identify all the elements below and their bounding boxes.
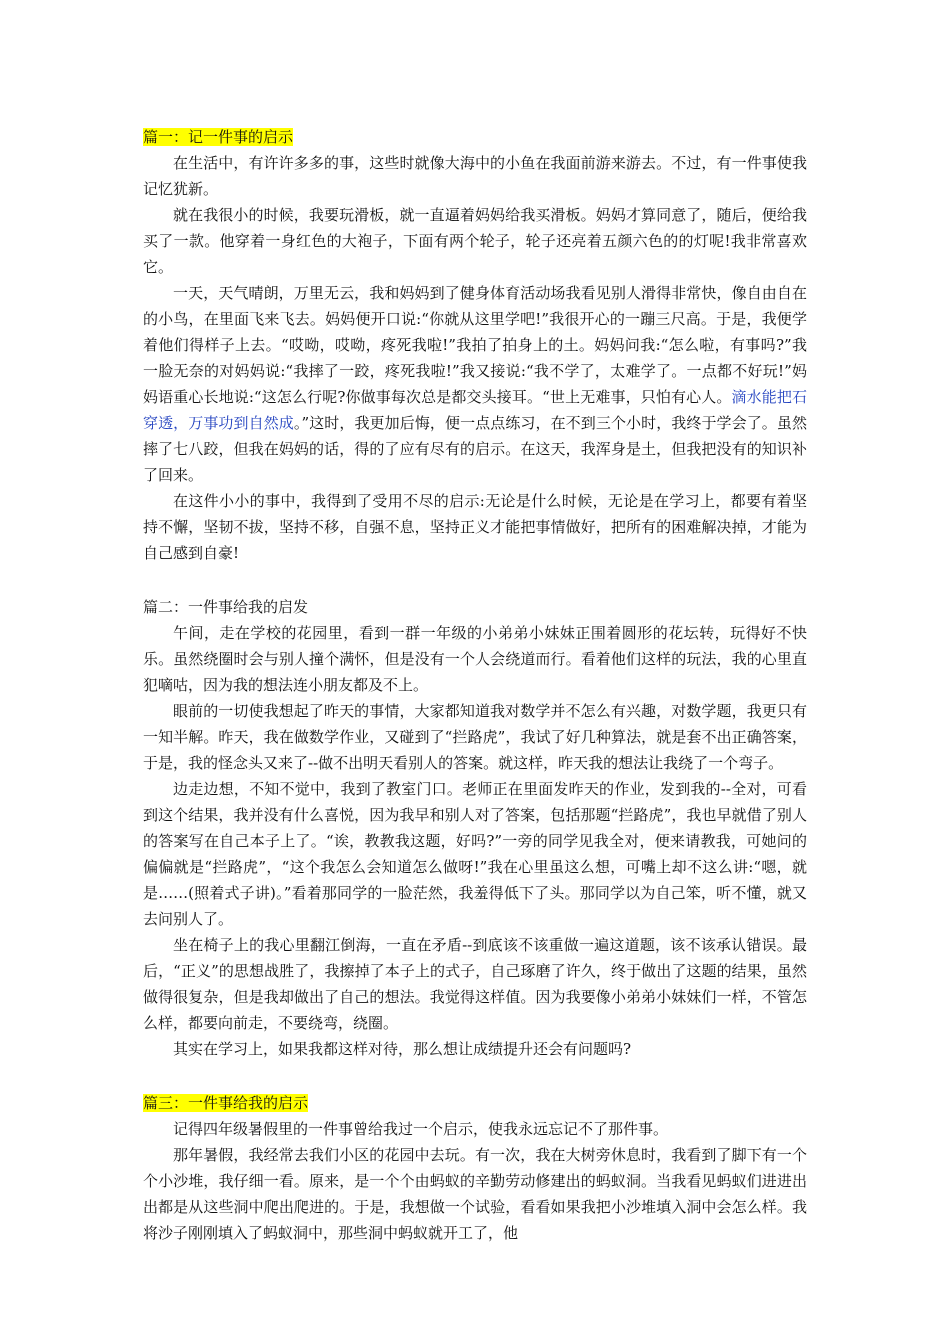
blue-quote-text: 滴水能把石穿透，万事功到自然成 [143,388,807,432]
section-1 [143,124,807,566]
section-2 [143,594,807,1062]
title-highlight: 篇三：一件事给我的启示 [143,1094,309,1112]
paragraph: 眼前的一切使我想起了昨天的事情，大家都知道我对数学并不怎么有兴趣，对数学题，我更只有一知半解。昨天，我在做数学作业，又碰到了“拦路虎”，我试了好几种算法，就是套不出正确答案，于是，我的怪念头又来了--做不出明天看别人的答案。就这样，昨天我的想法让我绕了一个弯子。 [143,702,807,772]
paragraph-text: 。”这时，我更加后悔，便一点点练习，在不到三个小时，我终于学会了。虽然摔了七八跤，但我在妈妈的话，得的了应有尽有的启示。在这天，我浑身是土，但我把没有的知识补了回来。 [143,414,807,484]
section-title: 篇二：一件事给我的启发 [143,598,309,616]
paragraph: 在这件小小的事中，我得到了受用不尽的启示:无论是什么时候，无论是在学习上，都要有着坚持不懈，坚韧不拔，坚持不移，自强不息，坚持正义才能把事情做好，把所有的困难解决掉，才能为自己感到自豪! [143,492,807,562]
paragraph: 坐在椅子上的我心里翻江倒海，一直在矛盾--到底该不该重做一遍这道题，该不该承认错误。最后，“正义”的思想战胜了，我擦掉了本子上的式子，自己琢磨了许久，终于做出了这题的结果，虽然做得很复杂，但是我却做出了自己的想法。我觉得这样值。因为我要像小弟弟小妹妹们一样，不管怎么样，都要向前走，不要绕弯，绕圈。 [143,936,807,1032]
paragraph: 其实在学习上，如果我都这样对待，那么想让成绩提升还会有问题吗? [173,1040,632,1058]
paragraph-text: 一天，天气晴朗，万里无云，我和妈妈到了健身体育活动场我看见别人滑得非常快，像自由自在的小鸟，在里面飞来飞去。妈妈便开口说:“你就从这里学吧!”我很开心的一蹦三尺高。于是，我便学着他们得样子上去。“哎呦，哎呦，疼死我啦!”我拍了拍身上的土。妈妈问我:“怎么啦，有事吗?”我一脸无奈的对妈妈说:“我摔了一跤，疼死我啦!”我又接说:“我不学了，太难学了。一点都不好玩!”妈妈语重心长地说:“这怎么行呢?你做事每次总是都交头接耳。“世上无难事，只怕有心人。 [143,284,807,406]
paragraph: 那年暑假，我经常去我们小区的花园中去玩。有一次，我在大树旁休息时，我看到了脚下有一个个小沙堆，我仔细一看。原来，是一个个由蚂蚁的辛勤劳动修建出的蚂蚁洞。当我看见蚂蚁们进进出出都是从这些洞中爬出爬进的。于是，我想做一个试验，看看如果我把小沙堆填入洞中会怎么样。我将沙子刚刚填入了蚂蚁洞中，那些洞中蚂蚁就开工了，他 [143,1146,807,1242]
paragraph [143,280,807,488]
section-title [143,1090,807,1116]
section-title [143,124,807,150]
title-highlight: 篇一：记一件事的启示 [143,128,294,146]
document-body [143,124,807,1246]
paragraph: 在生活中，有许许多多的事，这些时就像大海中的小鱼在我面前游来游去。不过，有一件事使我记忆犹新。 [143,154,807,198]
paragraph: 记得四年级暑假里的一件事曾给我过一个启示，使我永远忘记不了那件事。 [173,1120,669,1138]
paragraph: 午间，走在学校的花园里，看到一群一年级的小弟弟小妹妹正围着圆形的花坛转，玩得好不快乐。虽然绕圈时会与别人撞个满怀，但是没有一个人会绕道而行。看着他们这样的玩法，我的心里直犯嘀咕，因为我的想法连小朋友都及不上。 [143,624,807,694]
paragraph: 边走边想，不知不觉中，我到了教室门口。老师正在里面发昨天的作业，发到我的--全对，可看到这个结果，我并没有什么喜悦，因为我早和别人对了答案，包括那题“拦路虎”，我也早就借了别人的答案写在自己本子上了。“诶，教教我这题，好吗?”一旁的同学见我全对，便来请教我，可她问的偏偏就是“拦路虎”，“这个我怎么会知道怎么做呀!”我在心里虽这么想，可嘴上却不这么讲:“嗯，就是……(照着式子讲)。”看着那同学的一脸茫然，我羞得低下了头。那同学以为自己笨，听不懂，就又去问别人了。 [143,780,807,928]
section-3 [143,1090,807,1246]
paragraph: 就在我很小的时候，我要玩滑板，就一直逼着妈妈给我买滑板。妈妈才算同意了，随后，便给我买了一款。他穿着一身红色的大袍子，下面有两个轮子，轮子还亮着五颜六色的的灯呢!我非常喜欢它。 [143,206,807,276]
